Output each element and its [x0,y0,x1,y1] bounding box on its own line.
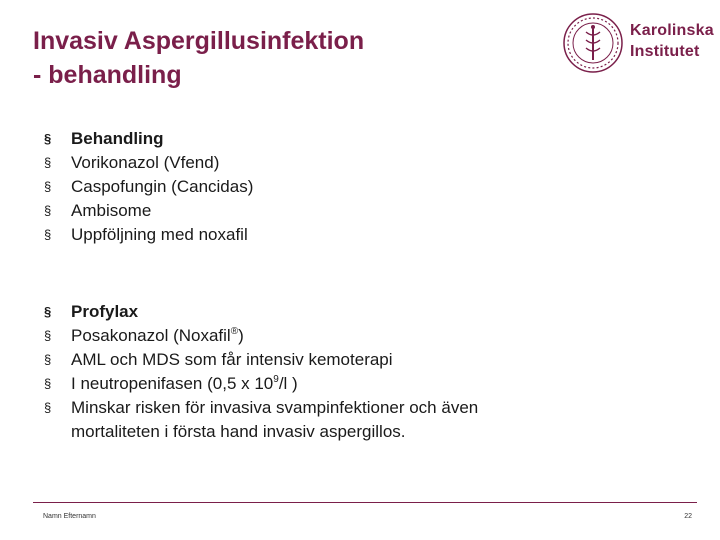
bullet-icon: § [44,203,52,218]
bullet-icon: § [44,352,52,367]
list-item-text: AML och MDS som får intensiv kemoterapi [71,350,393,369]
list-item-text-line2: mortaliteten i första hand invasiv aspergillos. [71,422,406,441]
karolinska-logo [560,10,714,76]
list-item-text: Caspofungin (Cancidas) [71,177,254,196]
treatment-list [44,127,591,247]
footer-divider [33,502,697,503]
list-item [44,199,591,223]
list-item-text: Ambisome [71,201,152,220]
list-item [44,324,591,348]
logo-line1: Karolinska [630,22,714,39]
list-item-text: Posakonazol (Noxafil [71,326,231,345]
list-item [44,396,591,444]
slide-title-line1: Invasiv Aspergillusinfektion [33,27,365,55]
list-item-text-end: /l ) [278,374,298,393]
list-item-text: Uppföljning med noxafil [71,225,248,244]
logo-line2: Institutet [630,43,700,60]
karolinska-seal-icon [562,12,624,74]
list-item [44,348,591,372]
list-item-text: Behandling [71,129,164,148]
registered-mark: ® [230,326,239,337]
bullet-icon: § [44,376,52,391]
list-item [44,127,591,151]
bullet-icon: § [44,400,52,415]
bullet-icon: § [44,155,52,170]
list-item-text: Profylax [71,302,139,321]
list-item-text: I neutropenifasen (0,5 x 10 [71,374,274,393]
slide-title-line2: - behandling [33,61,182,89]
list-item [44,300,591,324]
page-number: 22 [684,513,692,520]
slide-title [33,24,364,92]
bullet-icon: § [44,131,52,146]
bullet-icon: § [44,328,52,343]
list-item-text: Minskar risken för invasiva svampinfektioner och även [71,398,479,417]
exponent: 9 [273,374,279,385]
list-item [44,372,591,396]
footer-author: Namn Efternamn [43,513,96,520]
bullet-icon: § [44,304,52,319]
bullet-icon: § [44,179,52,194]
list-item-text-end: ) [238,326,244,345]
list-item [44,175,591,199]
list-item [44,223,591,247]
list-item-text: Vorikonazol (Vfend) [71,153,220,172]
list-item [44,151,591,175]
prophylaxis-list [44,300,591,444]
bullet-icon: § [44,227,52,242]
